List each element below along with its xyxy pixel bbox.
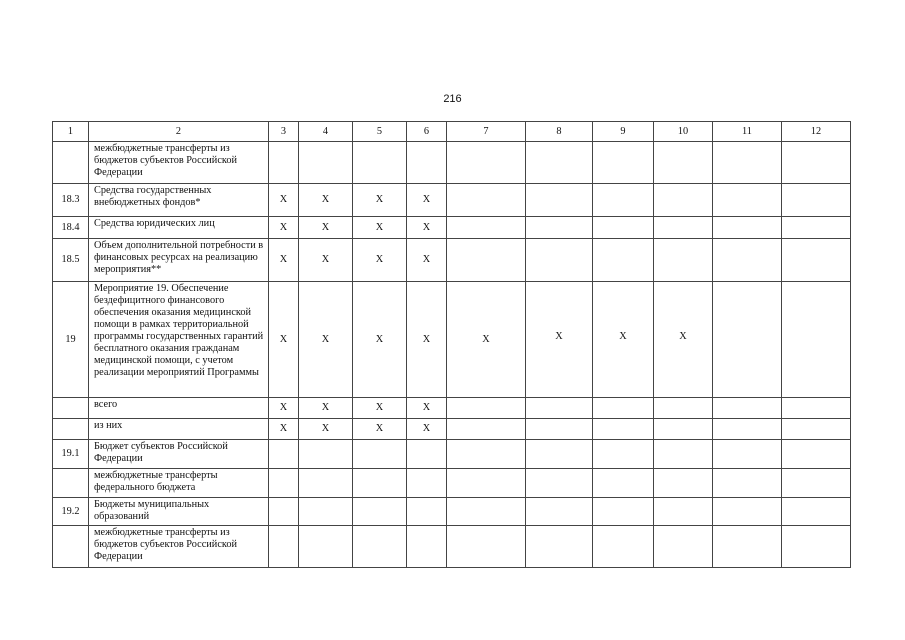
- value-cell: [526, 526, 593, 568]
- row-description: Средства государственных внебюджетных фондов*: [89, 184, 269, 217]
- value-cell: X: [269, 184, 299, 217]
- header-cell: 10: [654, 122, 713, 142]
- value-cell: [353, 526, 407, 568]
- header-cell: 1: [53, 122, 89, 142]
- value-cell: [447, 440, 526, 469]
- value-cell: [447, 239, 526, 282]
- value-cell: [526, 440, 593, 469]
- value-cell: [654, 282, 713, 398]
- table-row: [53, 142, 851, 184]
- row-number: [53, 469, 89, 498]
- value-cell: [593, 282, 654, 398]
- value-cell: [526, 217, 593, 239]
- table-row: [53, 498, 851, 526]
- value-cell: [526, 239, 593, 282]
- value-text: X: [679, 330, 687, 342]
- value-cell: [654, 469, 713, 498]
- value-cell: [713, 419, 782, 440]
- value-cell: [269, 469, 299, 498]
- value-cell: X: [299, 419, 353, 440]
- value-cell: [526, 142, 593, 184]
- value-text: X: [619, 330, 627, 342]
- value-cell: [299, 142, 353, 184]
- value-cell: [593, 184, 654, 217]
- table-row: [53, 217, 851, 239]
- header-cell: 6: [407, 122, 447, 142]
- value-cell: X: [299, 239, 353, 282]
- value-cell: [593, 217, 654, 239]
- value-cell: [447, 419, 526, 440]
- value-cell: X: [353, 282, 407, 398]
- value-cell: [782, 469, 851, 498]
- value-cell: X: [269, 419, 299, 440]
- value-cell: [654, 440, 713, 469]
- value-cell: [407, 526, 447, 568]
- header-cell: 12: [782, 122, 851, 142]
- page-number: 216: [443, 93, 462, 105]
- table-row: [53, 419, 851, 440]
- header-cell: 7: [447, 122, 526, 142]
- value-cell: [299, 498, 353, 526]
- value-cell: [654, 217, 713, 239]
- row-description: Объем дополнительной потребности в финансовых ресурсах на реализацию мероприятия**: [89, 239, 269, 282]
- value-cell: [654, 419, 713, 440]
- value-cell: [447, 526, 526, 568]
- table-row: [53, 440, 851, 469]
- value-cell: X: [407, 419, 447, 440]
- value-cell: [713, 398, 782, 419]
- value-cell: [407, 142, 447, 184]
- value-cell: X: [299, 184, 353, 217]
- value-cell: X: [447, 282, 526, 398]
- value-cell: X: [299, 398, 353, 419]
- row-description: Бюджет субъектов Российской Федерации: [89, 440, 269, 469]
- value-cell: [299, 526, 353, 568]
- row-number: 19.1: [53, 440, 89, 469]
- value-cell: [713, 526, 782, 568]
- header-cell: 3: [269, 122, 299, 142]
- row-number: 18.4: [53, 217, 89, 239]
- value-cell: [407, 440, 447, 469]
- value-cell: [782, 142, 851, 184]
- row-number: [53, 526, 89, 568]
- value-cell: [713, 440, 782, 469]
- row-description: Мероприятие 19. Обеспечение бездефицитного финансового обеспечения оказания медицинской помощи в рамках территориальной программы государственных гарантий бесплатного оказания гражданам медицинской помощи, с учетом реализации мероприятий Программы: [89, 282, 269, 398]
- value-cell: [526, 282, 593, 398]
- value-cell: [447, 142, 526, 184]
- value-cell: [713, 282, 782, 398]
- value-cell: [447, 498, 526, 526]
- value-cell: [654, 526, 713, 568]
- value-cell: X: [353, 239, 407, 282]
- value-cell: [269, 526, 299, 568]
- value-cell: [353, 142, 407, 184]
- value-cell: [782, 419, 851, 440]
- table-row: [53, 526, 851, 568]
- value-cell: [654, 142, 713, 184]
- value-cell: X: [407, 217, 447, 239]
- value-cell: [269, 498, 299, 526]
- row-description: всего: [89, 398, 269, 419]
- value-cell: X: [407, 282, 447, 398]
- row-number: 19: [53, 282, 89, 398]
- value-cell: [353, 469, 407, 498]
- value-cell: [782, 498, 851, 526]
- value-cell: [713, 142, 782, 184]
- table-row: [53, 184, 851, 217]
- value-cell: X: [299, 282, 353, 398]
- table-row: [53, 282, 851, 398]
- value-cell: [593, 498, 654, 526]
- value-cell: [593, 469, 654, 498]
- header-cell: 9: [593, 122, 654, 142]
- row-number: [53, 419, 89, 440]
- row-number: 18.5: [53, 239, 89, 282]
- row-description: межбюджетные трансферты из бюджетов субъектов Российской Федерации: [89, 142, 269, 184]
- value-cell: [447, 469, 526, 498]
- value-cell: [593, 419, 654, 440]
- value-cell: [782, 239, 851, 282]
- row-description: из них: [89, 419, 269, 440]
- value-cell: X: [407, 184, 447, 217]
- value-cell: [299, 469, 353, 498]
- value-cell: X: [269, 282, 299, 398]
- value-cell: [782, 398, 851, 419]
- value-cell: [654, 498, 713, 526]
- value-cell: [654, 239, 713, 282]
- value-cell: [713, 184, 782, 217]
- value-cell: [526, 398, 593, 419]
- table-row: [53, 239, 851, 282]
- value-cell: [353, 498, 407, 526]
- value-cell: X: [269, 239, 299, 282]
- row-number: [53, 398, 89, 419]
- value-cell: [407, 469, 447, 498]
- value-cell: X: [353, 419, 407, 440]
- value-cell: [713, 217, 782, 239]
- value-cell: X: [353, 184, 407, 217]
- value-cell: X: [353, 217, 407, 239]
- value-cell: [782, 526, 851, 568]
- value-cell: [447, 184, 526, 217]
- value-cell: [782, 440, 851, 469]
- value-cell: [713, 498, 782, 526]
- value-cell: X: [269, 398, 299, 419]
- value-cell: [713, 469, 782, 498]
- header-cell: 2: [89, 122, 269, 142]
- header-cell: 11: [713, 122, 782, 142]
- table-row: [53, 398, 851, 419]
- value-cell: [654, 398, 713, 419]
- value-cell: [593, 239, 654, 282]
- value-cell: [782, 217, 851, 239]
- value-cell: [713, 239, 782, 282]
- header-row: [53, 122, 851, 142]
- value-cell: X: [269, 217, 299, 239]
- value-cell: [782, 282, 851, 398]
- row-number: [53, 142, 89, 184]
- value-cell: [353, 440, 407, 469]
- value-cell: [593, 440, 654, 469]
- row-number: 18.3: [53, 184, 89, 217]
- value-cell: [654, 184, 713, 217]
- header-cell: 5: [353, 122, 407, 142]
- value-cell: [407, 498, 447, 526]
- value-cell: [526, 184, 593, 217]
- header-cell: 8: [526, 122, 593, 142]
- value-cell: X: [407, 239, 447, 282]
- value-cell: [269, 440, 299, 469]
- budget-table: [52, 121, 851, 568]
- value-cell: X: [353, 398, 407, 419]
- value-text: X: [555, 330, 563, 342]
- value-cell: [447, 398, 526, 419]
- value-cell: [526, 469, 593, 498]
- value-cell: [526, 419, 593, 440]
- value-cell: X: [407, 398, 447, 419]
- row-description: межбюджетные трансферты из бюджетов субъектов Российской Федерации: [89, 526, 269, 568]
- value-cell: [782, 184, 851, 217]
- value-cell: [447, 217, 526, 239]
- header-cell: 4: [299, 122, 353, 142]
- value-cell: [593, 526, 654, 568]
- table-row: [53, 469, 851, 498]
- row-description: Средства юридических лиц: [89, 217, 269, 239]
- row-description: Бюджеты муниципальных образований: [89, 498, 269, 526]
- row-description: межбюджетные трансферты федерального бюджета: [89, 469, 269, 498]
- value-cell: [526, 498, 593, 526]
- value-cell: [593, 142, 654, 184]
- value-cell: [593, 398, 654, 419]
- value-cell: X: [299, 217, 353, 239]
- value-cell: [269, 142, 299, 184]
- value-cell: [299, 440, 353, 469]
- row-number: 19.2: [53, 498, 89, 526]
